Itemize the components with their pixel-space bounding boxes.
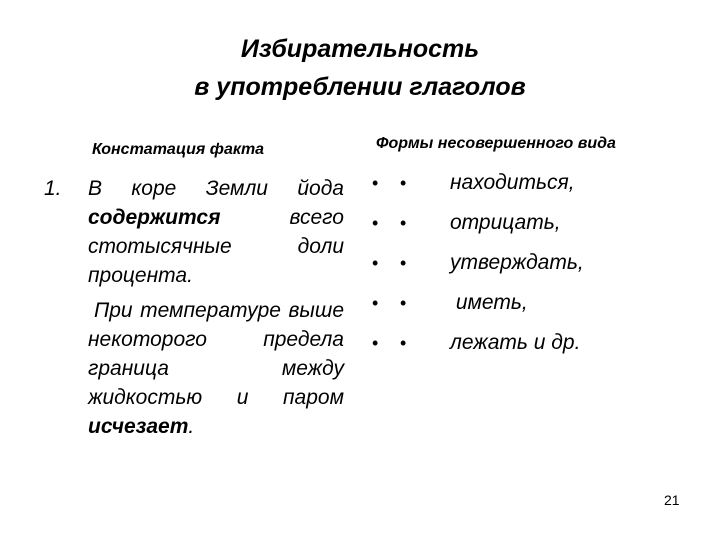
left-numbered-list bbox=[44, 174, 344, 441]
bullet-icon: • bbox=[372, 213, 379, 233]
verb-highlight-soderzhitsya: содержится bbox=[88, 206, 221, 229]
list-item bbox=[372, 206, 702, 246]
list-item-number: 1. bbox=[44, 177, 62, 200]
paragraph-1-text-end: всего стотысячные доли процента. bbox=[88, 206, 344, 287]
paragraph-1-text-start: В коре Земли йода bbox=[88, 177, 344, 200]
bullet-icon: • bbox=[400, 333, 407, 353]
left-column-heading: Констатация факта bbox=[92, 141, 265, 158]
verb-forms-list bbox=[372, 166, 702, 366]
bullet-icon: • bbox=[400, 213, 407, 233]
list-item bbox=[372, 166, 702, 206]
verb-form-text: находиться, bbox=[450, 171, 575, 194]
bullet-icon: • bbox=[400, 173, 407, 193]
paragraph-2-text-start: При температуре выше некоторого предела граница между жидкостью и паром bbox=[88, 299, 344, 409]
verb-form-text: лежать и др. bbox=[450, 331, 581, 354]
slide-title-line-2: в употреблении глаголов bbox=[194, 73, 526, 101]
page-number: 21 bbox=[664, 492, 680, 508]
slide-title bbox=[0, 30, 720, 106]
list-item bbox=[372, 326, 702, 366]
verb-form-text: утверждать, bbox=[450, 251, 584, 274]
verb-form-text: иметь, bbox=[450, 291, 528, 314]
verb-highlight-ischezaet: исчезает bbox=[88, 415, 189, 438]
bullet-icon: • bbox=[400, 253, 407, 273]
paragraph-2-text-end: . bbox=[188, 415, 195, 438]
bullet-icon: • bbox=[372, 253, 379, 273]
list-item bbox=[372, 286, 702, 326]
verb-form-text: отрицать, bbox=[450, 211, 561, 234]
right-column-heading: Формы несовершенного вида bbox=[376, 135, 616, 152]
bullet-icon: • bbox=[400, 293, 407, 313]
example-paragraph-2 bbox=[88, 296, 344, 441]
example-paragraph-1 bbox=[88, 174, 344, 290]
list-item bbox=[372, 246, 702, 286]
bullet-icon: • bbox=[372, 333, 379, 353]
bullet-icon: • bbox=[372, 173, 379, 193]
slide-title-line-1: Избирательность bbox=[240, 35, 480, 63]
bullet-icon: • bbox=[372, 293, 379, 313]
